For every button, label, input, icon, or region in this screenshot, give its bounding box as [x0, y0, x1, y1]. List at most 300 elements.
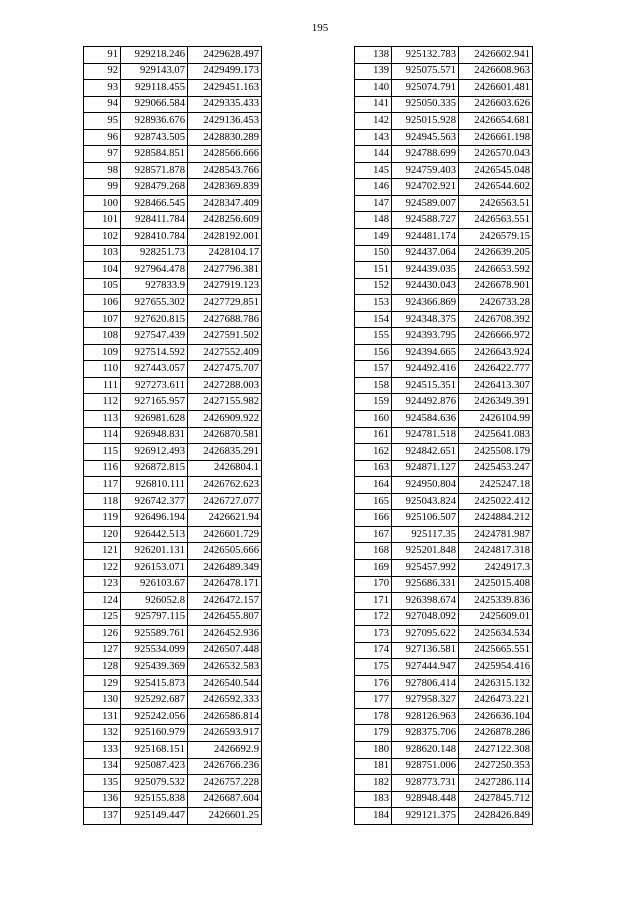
x-coordinate-cell: 929121.375: [392, 808, 459, 825]
table-row: [355, 692, 533, 709]
table-row: [355, 775, 533, 792]
x-coordinate-cell: 928411.784: [121, 212, 188, 229]
y-coordinate-cell: 2426544.602: [459, 179, 533, 196]
table-row: [355, 63, 533, 80]
point-number-cell: 151: [355, 262, 392, 279]
x-coordinate-cell: 928126.963: [392, 708, 459, 725]
x-coordinate-cell: 925534.099: [121, 642, 188, 659]
table-row: [84, 278, 262, 295]
x-coordinate-cell: 928936.676: [121, 113, 188, 130]
x-coordinate-cell: 925155.838: [121, 791, 188, 808]
table-row: [84, 675, 262, 692]
point-number-cell: 175: [355, 659, 392, 676]
table-row: [84, 96, 262, 113]
table-row: [355, 808, 533, 825]
x-coordinate-cell: 928466.545: [121, 195, 188, 212]
table-row: [84, 394, 262, 411]
point-number-cell: 158: [355, 377, 392, 394]
point-number-cell: 100: [84, 195, 121, 212]
table-row: [84, 775, 262, 792]
point-number-cell: 168: [355, 543, 392, 560]
y-coordinate-cell: 2426870.581: [188, 427, 262, 444]
point-number-cell: 127: [84, 642, 121, 659]
table-row: [355, 212, 533, 229]
x-coordinate-cell: 925415.873: [121, 675, 188, 692]
point-number-cell: 138: [355, 47, 392, 64]
table-row: [355, 80, 533, 97]
table-row: [84, 559, 262, 576]
x-coordinate-cell: 928410.784: [121, 229, 188, 246]
y-coordinate-cell: 2429335.433: [188, 96, 262, 113]
y-coordinate-cell: 2424917.3: [459, 559, 533, 576]
table-row: [355, 725, 533, 742]
x-coordinate-cell: 927165.957: [121, 394, 188, 411]
x-coordinate-cell: 924515.351: [392, 377, 459, 394]
point-number-cell: 143: [355, 129, 392, 146]
y-coordinate-cell: 2426349.391: [459, 394, 533, 411]
point-number-cell: 101: [84, 212, 121, 229]
point-number-cell: 121: [84, 543, 121, 560]
point-number-cell: 125: [84, 609, 121, 626]
x-coordinate-cell: 926742.377: [121, 493, 188, 510]
point-number-cell: 130: [84, 692, 121, 709]
point-number-cell: 153: [355, 295, 392, 312]
point-number-cell: 150: [355, 245, 392, 262]
point-number-cell: 102: [84, 229, 121, 246]
point-number-cell: 178: [355, 708, 392, 725]
x-coordinate-cell: 925075.571: [392, 63, 459, 80]
table-row: [355, 328, 533, 345]
table-row: [355, 162, 533, 179]
coordinates-table-right-body: [355, 47, 533, 825]
point-number-cell: 173: [355, 626, 392, 643]
y-coordinate-cell: 2426654.681: [459, 113, 533, 130]
x-coordinate-cell: 927095.622: [392, 626, 459, 643]
x-coordinate-cell: 927958.327: [392, 692, 459, 709]
table-row: [84, 725, 262, 742]
point-number-cell: 113: [84, 411, 121, 428]
x-coordinate-cell: 925242.056: [121, 708, 188, 725]
point-number-cell: 137: [84, 808, 121, 825]
x-coordinate-cell: 924439.035: [392, 262, 459, 279]
table-row: [355, 113, 533, 130]
table-row: [355, 659, 533, 676]
point-number-cell: 134: [84, 758, 121, 775]
table-row: [355, 311, 533, 328]
y-coordinate-cell: 2426532.583: [188, 659, 262, 676]
point-number-cell: 181: [355, 758, 392, 775]
point-number-cell: 132: [84, 725, 121, 742]
y-coordinate-cell: 2426643.924: [459, 344, 533, 361]
table-row: [84, 377, 262, 394]
point-number-cell: 155: [355, 328, 392, 345]
point-number-cell: 92: [84, 63, 121, 80]
y-coordinate-cell: 2427250.353: [459, 758, 533, 775]
table-row: [84, 758, 262, 775]
point-number-cell: 96: [84, 129, 121, 146]
point-number-cell: 167: [355, 526, 392, 543]
point-number-cell: 124: [84, 593, 121, 610]
x-coordinate-cell: 928948.448: [392, 791, 459, 808]
table-row: [84, 609, 262, 626]
point-number-cell: 115: [84, 444, 121, 461]
x-coordinate-cell: 928479.268: [121, 179, 188, 196]
y-coordinate-cell: 2426472.157: [188, 593, 262, 610]
y-coordinate-cell: 2428347.409: [188, 195, 262, 212]
x-coordinate-cell: 927443.057: [121, 361, 188, 378]
point-number-cell: 95: [84, 113, 121, 130]
point-number-cell: 114: [84, 427, 121, 444]
x-coordinate-cell: 925686.331: [392, 576, 459, 593]
y-coordinate-cell: 2427845.712: [459, 791, 533, 808]
x-coordinate-cell: 925160.979: [121, 725, 188, 742]
point-number-cell: 164: [355, 477, 392, 494]
x-coordinate-cell: 926153.071: [121, 559, 188, 576]
y-coordinate-cell: 2426592.333: [188, 692, 262, 709]
x-coordinate-cell: 924437.064: [392, 245, 459, 262]
x-coordinate-cell: 924871.127: [392, 460, 459, 477]
x-coordinate-cell: 925457.992: [392, 559, 459, 576]
table-row: [84, 129, 262, 146]
y-coordinate-cell: 2425247.18: [459, 477, 533, 494]
point-number-cell: 182: [355, 775, 392, 792]
x-coordinate-cell: 925149.447: [121, 808, 188, 825]
point-number-cell: 107: [84, 311, 121, 328]
table-row: [355, 295, 533, 312]
y-coordinate-cell: 2425508.179: [459, 444, 533, 461]
table-row: [84, 444, 262, 461]
y-coordinate-cell: 2426687.604: [188, 791, 262, 808]
point-number-cell: 165: [355, 493, 392, 510]
table-row: [84, 47, 262, 64]
point-number-cell: 136: [84, 791, 121, 808]
table-row: [84, 411, 262, 428]
page-number: 195: [311, 22, 329, 34]
y-coordinate-cell: 2426601.481: [459, 80, 533, 97]
y-coordinate-cell: 2425339.836: [459, 593, 533, 610]
y-coordinate-cell: 2428192.001: [188, 229, 262, 246]
table-row: [355, 708, 533, 725]
y-coordinate-cell: 2426909.922: [188, 411, 262, 428]
point-number-cell: 160: [355, 411, 392, 428]
y-coordinate-cell: 2426733.28: [459, 295, 533, 312]
point-number-cell: 106: [84, 295, 121, 312]
x-coordinate-cell: 926912.493: [121, 444, 188, 461]
point-number-cell: 123: [84, 576, 121, 593]
table-row: [84, 626, 262, 643]
y-coordinate-cell: 2426602.941: [459, 47, 533, 64]
table-row: [84, 427, 262, 444]
y-coordinate-cell: 2426661.198: [459, 129, 533, 146]
table-row: [355, 510, 533, 527]
x-coordinate-cell: 927273.611: [121, 377, 188, 394]
table-row: [355, 576, 533, 593]
point-number-cell: 117: [84, 477, 121, 494]
point-number-cell: 112: [84, 394, 121, 411]
table-row: [355, 129, 533, 146]
y-coordinate-cell: 2426455.807: [188, 609, 262, 626]
y-coordinate-cell: 2424884.212: [459, 510, 533, 527]
y-coordinate-cell: 2425641.083: [459, 427, 533, 444]
x-coordinate-cell: 929118.455: [121, 80, 188, 97]
point-number-cell: 111: [84, 377, 121, 394]
y-coordinate-cell: 2426540.544: [188, 675, 262, 692]
point-number-cell: 146: [355, 179, 392, 196]
point-number-cell: 135: [84, 775, 121, 792]
point-number-cell: 141: [355, 96, 392, 113]
y-coordinate-cell: 2426586.814: [188, 708, 262, 725]
point-number-cell: 93: [84, 80, 121, 97]
point-number-cell: 174: [355, 642, 392, 659]
y-coordinate-cell: 2426757.228: [188, 775, 262, 792]
x-coordinate-cell: 924788.699: [392, 146, 459, 163]
x-coordinate-cell: 924589.007: [392, 195, 459, 212]
x-coordinate-cell: 927655.302: [121, 295, 188, 312]
table-row: [84, 262, 262, 279]
table-row: [84, 510, 262, 527]
y-coordinate-cell: 2426727.077: [188, 493, 262, 510]
point-number-cell: 183: [355, 791, 392, 808]
table-row: [84, 311, 262, 328]
table-row: [355, 195, 533, 212]
table-row: [84, 245, 262, 262]
x-coordinate-cell: 926948.831: [121, 427, 188, 444]
x-coordinate-cell: 926052.8: [121, 593, 188, 610]
coordinates-table-right: [354, 46, 533, 825]
x-coordinate-cell: 926201.131: [121, 543, 188, 560]
table-row: [355, 526, 533, 543]
table-row: [355, 361, 533, 378]
point-number-cell: 118: [84, 493, 121, 510]
y-coordinate-cell: 2427155.982: [188, 394, 262, 411]
y-coordinate-cell: 2428104.17: [188, 245, 262, 262]
x-coordinate-cell: 927136.581: [392, 642, 459, 659]
x-coordinate-cell: 927833.9: [121, 278, 188, 295]
y-coordinate-cell: 2427688.786: [188, 311, 262, 328]
table-row: [84, 659, 262, 676]
x-coordinate-cell: 924366.869: [392, 295, 459, 312]
y-coordinate-cell: 2426413.307: [459, 377, 533, 394]
table-row: [355, 642, 533, 659]
point-number-cell: 180: [355, 741, 392, 758]
point-number-cell: 94: [84, 96, 121, 113]
y-coordinate-cell: 2426422.777: [459, 361, 533, 378]
table-row: [84, 63, 262, 80]
point-number-cell: 179: [355, 725, 392, 742]
y-coordinate-cell: 2428256.609: [188, 212, 262, 229]
x-coordinate-cell: 928751.006: [392, 758, 459, 775]
y-coordinate-cell: 2426478.171: [188, 576, 262, 593]
x-coordinate-cell: 924950.804: [392, 477, 459, 494]
point-number-cell: 109: [84, 344, 121, 361]
table-row: [355, 493, 533, 510]
table-row: [355, 609, 533, 626]
x-coordinate-cell: 927514.592: [121, 344, 188, 361]
point-number-cell: 184: [355, 808, 392, 825]
x-coordinate-cell: 928743.505: [121, 129, 188, 146]
table-row: [84, 460, 262, 477]
y-coordinate-cell: 2426621.94: [188, 510, 262, 527]
y-coordinate-cell: 2426505.666: [188, 543, 262, 560]
x-coordinate-cell: 926810.111: [121, 477, 188, 494]
table-row: [355, 96, 533, 113]
point-number-cell: 108: [84, 328, 121, 345]
x-coordinate-cell: 925015.928: [392, 113, 459, 130]
y-coordinate-cell: 2426473.221: [459, 692, 533, 709]
table-row: [355, 377, 533, 394]
point-number-cell: 120: [84, 526, 121, 543]
y-coordinate-cell: 2426545.048: [459, 162, 533, 179]
table-row: [84, 708, 262, 725]
table-row: [355, 543, 533, 560]
table-row: [355, 460, 533, 477]
y-coordinate-cell: 2428369.839: [188, 179, 262, 196]
y-coordinate-cell: 2426762.623: [188, 477, 262, 494]
point-number-cell: 145: [355, 162, 392, 179]
point-number-cell: 162: [355, 444, 392, 461]
y-coordinate-cell: 2426835.291: [188, 444, 262, 461]
y-coordinate-cell: 2427919.123: [188, 278, 262, 295]
x-coordinate-cell: 924781.518: [392, 427, 459, 444]
table-row: [84, 526, 262, 543]
table-row: [355, 626, 533, 643]
x-coordinate-cell: 925079.532: [121, 775, 188, 792]
x-coordinate-cell: 924481.174: [392, 229, 459, 246]
x-coordinate-cell: 926981.628: [121, 411, 188, 428]
x-coordinate-cell: 925106.507: [392, 510, 459, 527]
table-row: [355, 427, 533, 444]
table-row: [84, 80, 262, 97]
table-row: [355, 179, 533, 196]
y-coordinate-cell: 2426639.205: [459, 245, 533, 262]
table-row: [84, 593, 262, 610]
x-coordinate-cell: 929143.07: [121, 63, 188, 80]
point-number-cell: 139: [355, 63, 392, 80]
x-coordinate-cell: 925087.423: [121, 758, 188, 775]
x-coordinate-cell: 925797.115: [121, 609, 188, 626]
y-coordinate-cell: 2427796.381: [188, 262, 262, 279]
y-coordinate-cell: 2429451.163: [188, 80, 262, 97]
point-number-cell: 163: [355, 460, 392, 477]
y-coordinate-cell: 2426678.901: [459, 278, 533, 295]
table-row: [355, 411, 533, 428]
point-number-cell: 161: [355, 427, 392, 444]
x-coordinate-cell: 927806.414: [392, 675, 459, 692]
table-row: [355, 444, 533, 461]
y-coordinate-cell: 2426104.99: [459, 411, 533, 428]
y-coordinate-cell: 2429136.453: [188, 113, 262, 130]
x-coordinate-cell: 924430.043: [392, 278, 459, 295]
x-coordinate-cell: 928620.148: [392, 741, 459, 758]
point-number-cell: 131: [84, 708, 121, 725]
point-number-cell: 157: [355, 361, 392, 378]
y-coordinate-cell: 2425609.01: [459, 609, 533, 626]
y-coordinate-cell: 2426489.349: [188, 559, 262, 576]
table-row: [84, 477, 262, 494]
table-row: [84, 179, 262, 196]
x-coordinate-cell: 927964.478: [121, 262, 188, 279]
y-coordinate-cell: 2426507.448: [188, 642, 262, 659]
table-row: [84, 162, 262, 179]
x-coordinate-cell: 926103.67: [121, 576, 188, 593]
point-number-cell: 144: [355, 146, 392, 163]
table-row: [355, 758, 533, 775]
point-number-cell: 105: [84, 278, 121, 295]
y-coordinate-cell: 2426878.286: [459, 725, 533, 742]
point-number-cell: 172: [355, 609, 392, 626]
point-number-cell: 91: [84, 47, 121, 64]
point-number-cell: 169: [355, 559, 392, 576]
coordinates-table-left-body: [84, 47, 262, 825]
y-coordinate-cell: 2426653.592: [459, 262, 533, 279]
table-row: [84, 344, 262, 361]
point-number-cell: 148: [355, 212, 392, 229]
x-coordinate-cell: 925168.151: [121, 741, 188, 758]
table-row: [355, 278, 533, 295]
x-coordinate-cell: 924492.416: [392, 361, 459, 378]
y-coordinate-cell: 2426563.51: [459, 195, 533, 212]
table-row: [84, 791, 262, 808]
x-coordinate-cell: 925589.761: [121, 626, 188, 643]
table-row: [84, 328, 262, 345]
x-coordinate-cell: 924945.563: [392, 129, 459, 146]
table-row: [84, 493, 262, 510]
y-coordinate-cell: 2425634.534: [459, 626, 533, 643]
x-coordinate-cell: 926398.674: [392, 593, 459, 610]
y-coordinate-cell: 2428426.849: [459, 808, 533, 825]
x-coordinate-cell: 924492.876: [392, 394, 459, 411]
x-coordinate-cell: 928773.731: [392, 775, 459, 792]
table-row: [84, 543, 262, 560]
x-coordinate-cell: 924393.795: [392, 328, 459, 345]
y-coordinate-cell: 2429628.497: [188, 47, 262, 64]
y-coordinate-cell: 2426563.551: [459, 212, 533, 229]
x-coordinate-cell: 925439.369: [121, 659, 188, 676]
point-number-cell: 126: [84, 626, 121, 643]
x-coordinate-cell: 925050.335: [392, 96, 459, 113]
x-coordinate-cell: 927620.815: [121, 311, 188, 328]
table-row: [84, 195, 262, 212]
point-number-cell: 110: [84, 361, 121, 378]
point-number-cell: 147: [355, 195, 392, 212]
point-number-cell: 99: [84, 179, 121, 196]
x-coordinate-cell: 925074.791: [392, 80, 459, 97]
point-number-cell: 129: [84, 675, 121, 692]
x-coordinate-cell: 925043.824: [392, 493, 459, 510]
y-coordinate-cell: 2427729.851: [188, 295, 262, 312]
y-coordinate-cell: 2426804.1: [188, 460, 262, 477]
x-coordinate-cell: 928251.73: [121, 245, 188, 262]
table-row: [355, 593, 533, 610]
y-coordinate-cell: 2426636.104: [459, 708, 533, 725]
x-coordinate-cell: 925132.783: [392, 47, 459, 64]
x-coordinate-cell: 924394.665: [392, 344, 459, 361]
y-coordinate-cell: 2427591.502: [188, 328, 262, 345]
x-coordinate-cell: 924842.651: [392, 444, 459, 461]
x-coordinate-cell: 924348.375: [392, 311, 459, 328]
x-coordinate-cell: 926496.194: [121, 510, 188, 527]
table-row: [355, 47, 533, 64]
point-number-cell: 154: [355, 311, 392, 328]
x-coordinate-cell: 927547.439: [121, 328, 188, 345]
table-row: [84, 642, 262, 659]
table-row: [84, 808, 262, 825]
x-coordinate-cell: 924588.727: [392, 212, 459, 229]
point-number-cell: 177: [355, 692, 392, 709]
x-coordinate-cell: 925292.687: [121, 692, 188, 709]
table-row: [355, 741, 533, 758]
y-coordinate-cell: 2425954.416: [459, 659, 533, 676]
